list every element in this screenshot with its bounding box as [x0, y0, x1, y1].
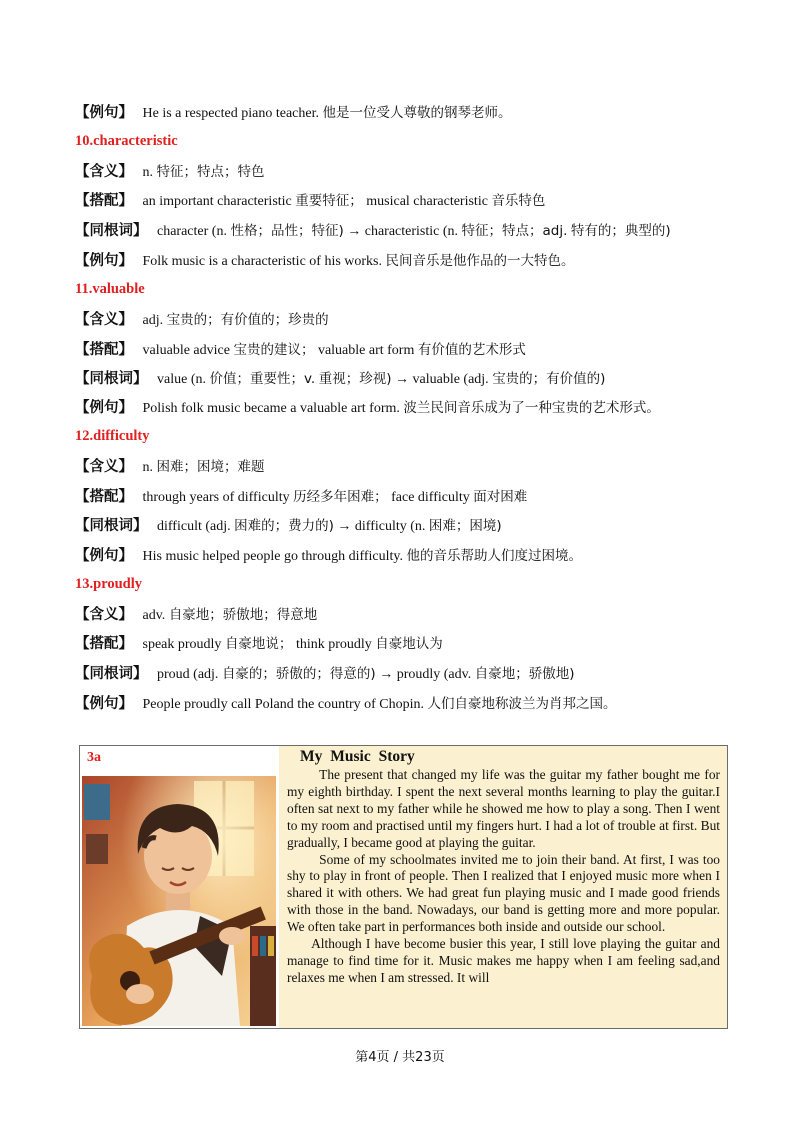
tag-example: 【例句】: [75, 105, 133, 121]
section-label: 3a: [87, 750, 101, 765]
english-text: adv.: [142, 608, 166, 623]
reading-box: [79, 745, 728, 1029]
vocab-line: [75, 694, 617, 715]
vocab-line: [75, 191, 545, 212]
chinese-text: 自豪地说；: [224, 636, 293, 652]
chinese-text: 困难；困境；难题: [156, 459, 265, 475]
tag-meaning: 【含义】: [75, 312, 133, 328]
chinese-text: 困难；困境): [428, 518, 502, 534]
tag-example: 【例句】: [75, 400, 133, 416]
chinese-text: 自豪地；骄傲地): [474, 666, 575, 682]
english-text: He is a respected piano teacher.: [142, 106, 319, 121]
english-text: difficult (adj.: [157, 519, 231, 534]
tag-meaning: 【含义】: [75, 164, 133, 180]
chinese-text: 宝贵的；有价值的): [492, 371, 606, 387]
word-heading: 13.proudly: [75, 576, 143, 592]
english-text: Folk music is a characteristic of his works.: [142, 254, 383, 269]
tag-example: 【例句】: [75, 548, 133, 564]
vocab-line: [75, 251, 575, 272]
english-text: adj.: [142, 313, 164, 328]
tag-meaning: 【含义】: [75, 459, 133, 475]
tag-cognate: 【同根词】: [75, 518, 148, 534]
vocab-line: [75, 398, 660, 419]
story-text: [287, 767, 720, 987]
illustration-panel: [80, 746, 279, 1028]
vocab-line: [75, 310, 329, 331]
chinese-text: 重视；珍视): [318, 371, 392, 387]
story-paragraph: The present that changed my life was the guitar my father bought me for my eighth birthday. I spent the next several months learning to play the guitar.I often sat next to my father while he showed me how to play a song. Then I went to my room and practised until my fingers hurt. I had a lot of trouble at first. But gradually, I became good at playing the guitar.: [287, 767, 720, 850]
chinese-text: 重要特征；: [295, 193, 363, 209]
vocab-line: [75, 546, 582, 567]
vocab-line: [75, 457, 265, 478]
english-text: an important characteristic: [142, 194, 292, 209]
chinese-text: 宝贵的建议；: [233, 342, 315, 358]
english-text: His music helped people go through difficulty.: [142, 549, 404, 564]
english-text: n.: [142, 165, 153, 180]
english-text: proud (adj.: [157, 667, 219, 682]
english-text: → proudly (adv.: [379, 667, 472, 682]
word-heading: 12.difficulty: [75, 428, 150, 444]
vocab-line: [75, 103, 511, 124]
chinese-text: 自豪的；骄傲的；得意的): [221, 666, 376, 682]
vocab-line: [75, 516, 502, 537]
chinese-text: 他的音乐帮助人们度过困境。: [406, 548, 583, 564]
tag-cognate: 【同根词】: [75, 666, 148, 682]
english-text: Polish folk music became a valuable art form.: [142, 401, 400, 416]
page-footer: 第4页 / 共23页: [355, 1050, 445, 1065]
chinese-text: 困难的；费力的): [234, 518, 334, 534]
english-text: valuable advice: [142, 343, 230, 358]
chinese-text: 特征；特点；adj.: [461, 223, 568, 239]
story-paragraph: Although I have become busier this year, I still love playing the guitar and manage to find time for it. Music makes me happy when I am feeling sad,and relaxes me when I am stressed. It will: [287, 936, 720, 985]
english-text: face difficulty: [391, 490, 470, 505]
story-paragraph: Some of my schoolmates invited me to join their band. At first, I was too shy to play in front of people. Then I realized that I enjoyed music more when I shared it with others. We had great fun playing music and I made good friends with those in the band. Nowadays, our band is getting more and more popular. We often take part in performances both inside and outside our school.: [287, 851, 720, 935]
english-text: character (n.: [157, 224, 227, 239]
english-text: through years of difficulty: [142, 490, 290, 505]
chinese-text: 人们自豪地称波兰为肖邦之国。: [427, 696, 617, 712]
tag-collocation: 【搭配】: [75, 489, 133, 505]
tag-cognate: 【同根词】: [75, 371, 148, 387]
chinese-text: 自豪地认为: [375, 636, 443, 652]
chinese-text: 波兰民间音乐成为了一种宝贵的艺术形式。: [403, 400, 660, 416]
chinese-text: 历经多年困难；: [293, 489, 388, 505]
english-text: think proudly: [295, 637, 372, 652]
chinese-text: 自豪地；骄傲地；得意地: [168, 607, 318, 623]
word-heading: 11.valuable: [75, 281, 145, 297]
tag-cognate: 【同根词】: [75, 223, 148, 239]
guitar-player-illustration: [82, 776, 276, 1026]
chinese-text: 宝贵的；有价值的；珍贵的: [166, 312, 329, 328]
chinese-text: 音乐特色: [491, 193, 546, 209]
chinese-text: 有价值的艺术形式: [417, 342, 526, 358]
chinese-text: 民间音乐是他作品的一大特色。: [385, 253, 575, 269]
english-text: speak proudly: [142, 637, 222, 652]
chinese-text: 面对困难: [473, 489, 528, 505]
vocab-line: [75, 605, 317, 626]
vocab-line: [75, 369, 605, 390]
chinese-text: 性格；品性；特征): [230, 223, 344, 239]
vocab-line: [75, 634, 443, 655]
chinese-text: 他是一位受人尊敬的钢琴老师。: [322, 105, 512, 121]
story-title: My Music Story: [300, 748, 415, 765]
chinese-text: 特有的；典型的): [570, 223, 671, 239]
english-text: People proudly call Poland the country of Chopin.: [142, 697, 425, 712]
english-text: valuable art form: [317, 343, 415, 358]
vocab-line: [75, 162, 265, 183]
vocab-line: [75, 487, 527, 508]
tag-collocation: 【搭配】: [75, 193, 133, 209]
tag-meaning: 【含义】: [75, 607, 133, 623]
chinese-text: 特征；特点；特色: [156, 164, 265, 180]
english-text: → valuable (adj.: [395, 372, 489, 387]
vocab-line: [75, 664, 575, 685]
chinese-text: 价值；重要性；v.: [209, 371, 316, 387]
tag-example: 【例句】: [75, 696, 133, 712]
english-text: → characteristic (n.: [347, 224, 459, 239]
english-text: → difficulty (n.: [337, 519, 426, 534]
english-text: value (n.: [157, 372, 206, 387]
vocab-line: [75, 221, 671, 242]
word-heading: 10.characteristic: [75, 133, 178, 149]
tag-collocation: 【搭配】: [75, 636, 133, 652]
english-text: musical characteristic: [366, 194, 488, 209]
vocab-line: [75, 340, 526, 361]
tag-collocation: 【搭配】: [75, 342, 133, 358]
tag-example: 【例句】: [75, 253, 133, 269]
english-text: n.: [142, 460, 153, 475]
